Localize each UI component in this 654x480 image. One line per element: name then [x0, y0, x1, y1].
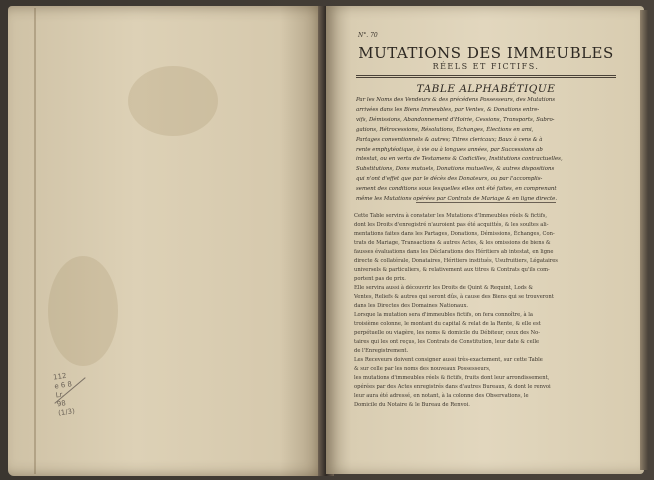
intro-line: gations, Rétrocessions, Résolutions, Échanges, Élections en ami, [356, 126, 534, 133]
body-line: opérées par des Actes enregistrés dans d'autres Bureaux, & dont le renvoi [354, 384, 551, 390]
paper-stain [128, 66, 218, 136]
body-line: portent pas de prix. [354, 276, 406, 282]
divider-rule [356, 77, 616, 78]
page-subtitle: RÉELS ET FICTIFS. [432, 62, 540, 71]
intro-line: vifs, Démissions, Abandonnement d'Hoirie, Cessions, Transports, Subro- [356, 116, 555, 123]
body-line: mentations faites dans les Partages, Donations, Démissions, Échanges, Con- [354, 231, 555, 237]
body-line: dans les Directes des Domaines Nationaux. [354, 303, 469, 309]
body-line: Cette Table servira à constater les Mutations d'Immeubles réels & fictifs, [354, 213, 548, 219]
body-line: trats de Mariage, Transactions & autres Actes, & les omissions de biens & [354, 240, 551, 246]
body-line: Domicile du Notaire & le Bureau de Renvoi. [354, 402, 470, 408]
body-line: Ventes, Reliefs & autres qui seront dûs, à cause des Biens qui se trouveront [354, 294, 554, 300]
intro-line: Par les Noms des Vendeurs & des précédens Possesseurs, des Mutations [356, 97, 556, 103]
body-line: & sur celle par les noms des nouveaux Possesseurs, [354, 366, 491, 372]
pencil-note: 98 [56, 399, 67, 409]
intro-line: intestat, ou en vertu de Testamens & Codicilles, Institutions contractuelles, [356, 156, 563, 163]
intro-paragraph [356, 96, 618, 205]
table-heading: TABLE ALPHABÉTIQUE [416, 83, 556, 95]
pencil-note: 112 [52, 371, 67, 382]
page-number: N°. 70 [358, 32, 378, 39]
body-line: troisième colonne, le montant du capital & relat de la Rente, & elle est [354, 321, 541, 327]
body-line: les mutations d'immeubles réels & fictifs, fruits dont leur arrondissement, [354, 375, 550, 381]
divider-rule [416, 202, 556, 203]
page-title: MUTATIONS DES IMMEUBLES [358, 44, 614, 62]
body-line: fausses évaluations dans les Déclarations des Héritiers ab intestat, en ligne [354, 249, 554, 255]
intro-line: sement des conditions sous lesquelles elles ont été faites, en comprenant [356, 186, 557, 193]
intro-line: qui n'ont d'effet que par le décès des Donateurs, ou par l'accomplis- [356, 176, 543, 183]
pencil-annotation [53, 367, 110, 425]
body-line: Les Receveurs doivent consigner aussi très-exactement, sur cette Table [354, 357, 543, 363]
body-line: leur aura été adressé, en notant, à la colonne des Observations, le [354, 393, 529, 399]
left-page [8, 6, 328, 476]
intro-line: Partages conventionnels & autres; Titres clericaux; Baux à cens & à [356, 136, 543, 143]
intro-line: rente emphytéotique, à vie ou à longues années, par Successions ab [356, 146, 543, 153]
body-line: de l'Enregistrement. [354, 348, 409, 354]
pencil-note: e 6 8 [53, 380, 73, 391]
divider-rule [356, 75, 616, 76]
body-line: Elle servira aussi à découvrir les Droits de Quint & Requint, Lods & [354, 285, 533, 291]
intro-line: même les Mutations opérées par Contrats de Mariage & en ligne directe. [356, 196, 558, 203]
body-line: Lorsque la mutation sera d'immeubles fictifs, on fera connoître, à la [354, 312, 533, 318]
page-fold [34, 8, 36, 474]
body-line: perpétuelle ou viagère, les noms & domicile du Débiteur, ceux des No- [354, 330, 541, 336]
right-page [326, 6, 644, 474]
body-line: universels & particuliers, & relativement aux titres & Contrats qu'ils com- [354, 267, 550, 273]
body-line: taires qui les ont reçus, les Contrats de Constitution, leur date & celle [354, 339, 540, 345]
intro-line: arrivées dans les Biens Immeubles, par Ventes, & Donations entre- [356, 106, 540, 113]
paper-stain [48, 256, 118, 366]
page-edge [640, 10, 648, 470]
body-line: dont les Droits d'enregistré n'auroient pas été acquittés, & les soultes ali- [354, 222, 549, 228]
pencil-note: (1/3) [57, 407, 76, 418]
instructions-text [354, 212, 622, 410]
body-line: directe & collatérale, Donataires, Héritiers institués, Usufruitiers, Légataires [354, 258, 558, 264]
pencil-note: Lr. [55, 390, 65, 400]
intro-line: Substitutions, Dons mutuels, Donations mutuelles, & autres dispositions [356, 166, 555, 173]
